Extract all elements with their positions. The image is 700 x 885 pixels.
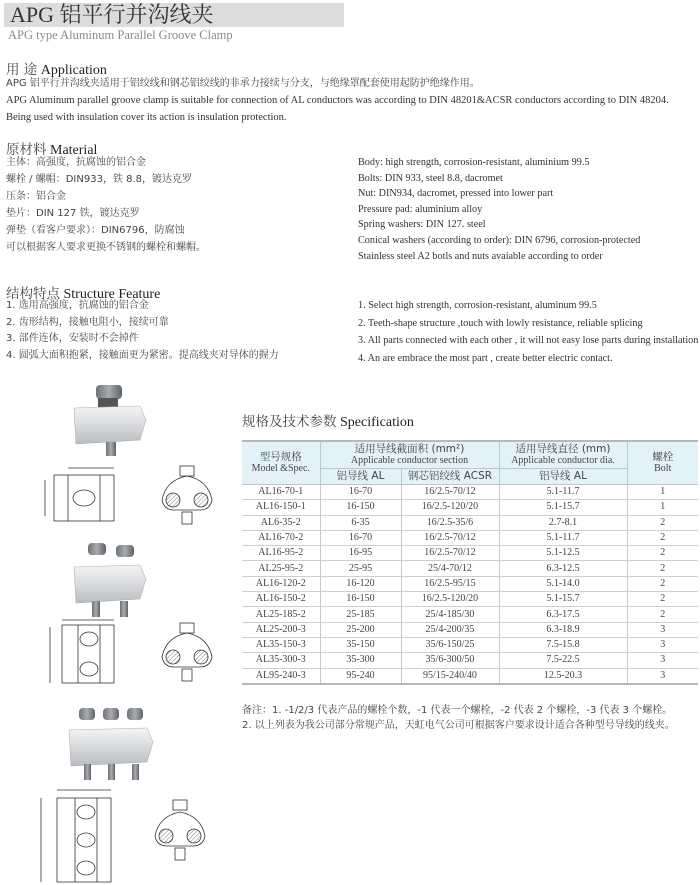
cell-bolt-count: 2 [627,607,698,622]
cell-bolt-count: 2 [627,530,698,545]
material-item: 压条：铝合金 [6,191,66,202]
cell-acsr-section: 95/15-240/40 [401,668,499,684]
cell-model: AL16-95-2 [242,546,320,561]
clamp-top-view-drawing [41,790,111,882]
material-item: Stainless steel A2 botls and nuts avaiable according to order [358,250,603,262]
cell-bolt-count: 1 [627,485,698,500]
cell-acsr-section: 16/2.5-70/12 [401,530,499,545]
cell-model: AL16-150-1 [242,500,320,515]
cell-acsr-section: 35/6-300/50 [401,653,499,668]
material-heading-cn: 原材料 [6,142,47,158]
material-item: 主体：高强度，抗腐蚀的铝合金 [6,157,146,168]
cell-acsr-section: 16/2.5-95/15 [401,576,499,591]
cell-model: AL16-150-2 [242,592,320,607]
table-row [242,592,698,607]
structure-heading-en: Structure Feature [63,287,161,302]
material-item: Bolts: DIN 933, steel 8.8, dacromet [358,172,503,184]
material-heading-en: Material [50,143,98,158]
cell-al-section: 16-150 [320,592,401,607]
cell-al-section: 16-70 [320,530,401,545]
specification-heading-en: Specification [340,415,414,430]
header-model-en: Model &Spec. [251,463,310,474]
cell-model: AL25-185-2 [242,607,320,622]
specification-heading [242,410,414,431]
cell-al-section: 16-95 [320,546,401,561]
application-heading-cn: 用 途 [6,62,38,78]
material-item: Conical washers (according to order): DIN 6796, corrosion-protected [358,234,641,246]
clamp-photo [74,543,146,617]
table-row [242,485,698,500]
cell-al-section: 35-150 [320,637,401,652]
header-dia-al-label: 铝导线 AL [539,470,587,482]
header-al-label: 铝导线 AL [336,470,385,482]
cell-diameter: 5.1-15.7 [499,592,627,607]
structure-list-cn [6,298,279,364]
header-dia-cn: 适用导线直径 (mm) [515,443,611,455]
clamp-section-drawing [162,466,212,524]
header-section-en: Applicable conductor section [350,455,469,466]
title-prefix: APG [10,2,60,27]
cell-diameter: 5.1-11.7 [499,530,627,545]
cell-al-section: 25-185 [320,607,401,622]
clamp-photo [74,385,146,456]
clamp-2-bolt-illustration [40,535,220,685]
structure-item: 1. Select high strength, corrosion-resistant, aluminum 99.5 [358,300,597,311]
header-al [320,469,401,485]
clamp-3-bolt-illustration [35,700,215,885]
application-text-en: APG Aluminum parallel groove clamp is suitable for connection of AL conductors was according to DIN 48201&ACSR conductors according to DIN 48204. Being used with insulation cover its action is insulation protection. [6,95,669,123]
cell-acsr-section: 16/2.5-120/20 [401,592,499,607]
structure-item: 1. 选用高强度，抗腐蚀的铝合金 [6,300,149,311]
header-acsr-label: 钢芯铝绞线 ACSR [407,470,493,482]
cell-acsr-section: 25/4-70/12 [401,561,499,576]
note-item: 备注：1. -1/2/3 代表产品的螺栓个数，-1 代表一个螺栓，-2 代表 2 个螺栓，-3 代表 3 个螺栓。 [242,705,673,716]
cell-diameter: 7.5-15.8 [499,637,627,652]
cell-bolt-count: 2 [627,546,698,561]
clamp-figure-2-bolt [40,535,220,685]
header-model [242,441,320,485]
header-model-cn: 型号规格 [259,451,302,463]
clamp-section-drawing [162,623,212,681]
cell-model: AL16-120-2 [242,576,320,591]
cell-diameter: 6.3-12.5 [499,561,627,576]
structure-item: 4. 圆弧大面积抱紧，接触面更为紧密。提高线夹对导体的握力 [6,349,279,361]
header-acsr [401,469,499,485]
cell-acsr-section: 16/2.5-120/20 [401,500,499,515]
application-heading-en: Application [40,63,107,78]
cell-bolt-count: 3 [627,668,698,684]
table-row [242,607,698,622]
cell-model: AL25-95-2 [242,561,320,576]
table-row [242,530,698,545]
material-item: Body: high strength, corrosion-resistant, aluminium 99.5 [358,157,590,168]
cell-acsr-section: 16/2.5-35/6 [401,515,499,530]
cell-diameter: 6.3-18.9 [499,622,627,637]
cell-diameter: 5.1-12.5 [499,546,627,561]
structure-item: 2. 齿形结构，接触电阻小，接续可靠 [6,316,169,328]
note-item: 2. 以上列表为我公司部分常规产品，天虹电气公司可根据客户要求设计适合各种型号导线的线夹。 [242,720,675,731]
cell-model: AL35-150-3 [242,637,320,652]
application-text-cn: APG 铝平行并沟线夹适用于铝绞线和钢芯铝绞线的非承力接续与分支，与绝缘罩配套使用起防护绝缘作用。 [6,78,480,89]
table-row [242,500,698,515]
structure-item: 3. All parts connected with each other , it will not easy lose parts during installation [358,335,699,346]
specification-heading-cn: 规格及技术参数 [242,414,337,430]
cell-bolt-count: 2 [627,592,698,607]
table-row [242,637,698,652]
clamp-section-drawing [155,800,205,860]
clamp-figure-3-bolt [35,700,215,885]
cell-acsr-section: 25/4-185/30 [401,607,499,622]
header-bolt-en: Bolt [654,463,672,474]
clamp-top-view-drawing [45,468,114,521]
cell-model: AL95-240-3 [242,668,320,684]
page-subtitle: APG type Aluminum Parallel Groove Clamp [8,28,233,42]
cell-bolt-count: 3 [627,653,698,668]
cell-al-section: 16-120 [320,576,401,591]
clamp-photo [69,708,153,780]
header-dia-al [499,469,627,485]
header-section [320,441,499,469]
cell-model: AL6-35-2 [242,515,320,530]
specification-table-body [242,485,698,684]
cell-diameter: 12.5-20.3 [499,668,627,684]
cell-diameter: 6.3-17.5 [499,607,627,622]
material-item: 螺栓 / 螺帽：DIN933，铁 8.8，镀达克罗 [6,174,193,185]
cell-acsr-section: 16/2.5-70/12 [401,485,499,500]
page-title [4,3,344,27]
material-item: 弹垫（看客户要求）：DIN6796，防腐蚀 [6,225,185,236]
cell-bolt-count: 2 [627,561,698,576]
cell-diameter: 5.1-14.0 [499,576,627,591]
table-row [242,515,698,530]
clamp-figure-1-bolt [40,380,220,530]
material-item: 可以根据客人要求更换不锈钢的螺栓和螺帽。 [6,242,206,253]
structure-heading-cn: 结构特点 [6,286,60,302]
cell-model: AL16-70-2 [242,530,320,545]
cell-acsr-section: 25/4-200/35 [401,622,499,637]
cell-bolt-count: 2 [627,515,698,530]
specification-notes [242,703,675,733]
structure-item: 2. Teeth-shape structure ,touch with lowly resistance, reliable splicing [358,317,643,329]
table-row [242,668,698,684]
cell-al-section: 16-150 [320,500,401,515]
material-item: Spring washers: DIN 127. steel [358,219,486,231]
cell-al-section: 95-240 [320,668,401,684]
cell-al-section: 25-200 [320,622,401,637]
cell-bolt-count: 2 [627,576,698,591]
structure-item: 3. 部件连体，安装时不会掉件 [6,333,139,344]
header-dia-en: Applicable conductor dia. [511,455,615,466]
cell-diameter: 7.5-22.5 [499,653,627,668]
cell-acsr-section: 35/6-150/25 [401,637,499,652]
cell-al-section: 35-300 [320,653,401,668]
cell-al-section: 6-35 [320,515,401,530]
material-item: Nut: DIN934, dacromet, pressed into lower part [358,188,554,200]
cell-diameter: 5.1-15.7 [499,500,627,515]
table-row [242,561,698,576]
clamp-top-view-drawing [50,620,114,683]
header-bolt-cn: 螺栓 [652,451,674,463]
header-bolt [627,441,698,485]
material-list-cn [6,154,206,256]
table-row [242,653,698,668]
cell-bolt-count: 3 [627,622,698,637]
clamp-1-bolt-illustration [40,380,220,530]
cell-model: AL25-200-3 [242,622,320,637]
cell-bolt-count: 3 [627,637,698,652]
cell-model: AL16-70-1 [242,485,320,500]
cell-diameter: 2.7-8.1 [499,515,627,530]
title-cn: 铝平行并沟线夹 [59,3,214,28]
header-dia [499,441,627,469]
material-item: Pressure pad: aluminium alloy [358,203,483,215]
structure-item: 4. An are embrace the most part , create better electric contact. [358,352,613,364]
cell-al-section: 16-70 [320,485,401,500]
table-row [242,576,698,591]
specification-table [242,440,698,685]
cell-al-section: 25-95 [320,561,401,576]
cell-diameter: 5.1-11.7 [499,485,627,500]
material-list-en [358,155,640,264]
material-item: 垫片：DIN 127 铁，镀达克罗 [6,208,140,219]
cell-acsr-section: 16/2.5-70/12 [401,546,499,561]
structure-list-en [358,297,698,367]
header-section-cn: 适用导线截面积 (mm²) [354,443,465,455]
cell-model: AL35-300-3 [242,653,320,668]
cell-bolt-count: 1 [627,500,698,515]
table-row [242,546,698,561]
table-row [242,622,698,637]
